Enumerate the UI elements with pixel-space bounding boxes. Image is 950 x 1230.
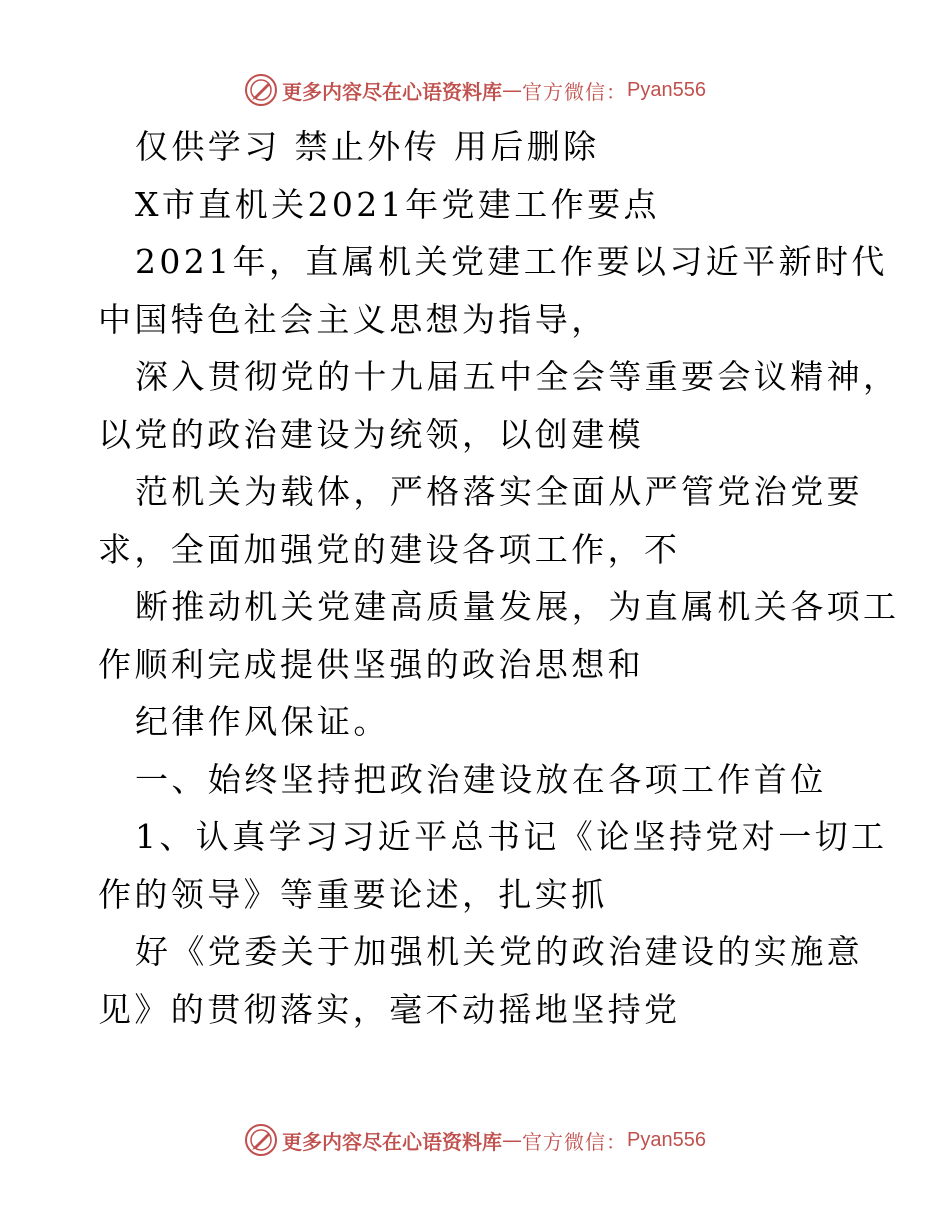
paragraph-line: 作顺利完成提供坚强的政治思想和 <box>98 644 644 684</box>
watermark-dash: — <box>502 78 523 102</box>
paragraph-line: 以党的政治建设为统领，以创建模 <box>98 414 644 454</box>
watermark-site-text: 更多内容尽在心语资料库 <box>282 79 503 104</box>
notice-line: 仅供学习 禁止外传 用后删除 <box>135 127 600 166</box>
document-title: X市直机关2021年党建工作要点 <box>135 184 660 224</box>
watermark-dash: — <box>502 1128 523 1152</box>
paragraph-line: 好《党委关于加强机关党的政治建设的实施意 <box>135 932 863 971</box>
watermark-site-text: 更多内容尽在心语资料库 <box>282 1129 503 1154</box>
document-body <box>98 118 900 1038</box>
paragraph-line: 断推动机关党建高质量发展，为直属机关各项工 <box>135 587 900 626</box>
paragraph-line: 作的领导》等重要论述，扎实抓 <box>98 874 608 914</box>
paragraph-line: 深入贯彻党的十九届五中全会等重要会议精神， <box>135 357 900 396</box>
paragraph-line: 纪律作风保证。 <box>135 702 390 741</box>
paragraph-line: 1、认真学习习近平总书记《论坚持党对一切工 <box>135 817 888 856</box>
paragraph-line: 范机关为载体，严格落实全面从严管党治党要 <box>135 472 863 511</box>
paragraph-line: 中国特色社会主义思想为指导， <box>98 299 608 339</box>
paragraph-line: 见》的贯彻落实，毫不动摇地坚持党 <box>98 989 681 1029</box>
watermark-footer <box>0 1120 950 1160</box>
watermark-official-label: 官方微信： <box>522 1129 628 1154</box>
watermark-official-label: 官方微信： <box>522 79 628 104</box>
watermark-header <box>0 70 950 110</box>
brand-logo-icon <box>244 1123 278 1157</box>
watermark-wechat-id: Pyan556 <box>627 78 706 101</box>
paragraph-line: 2021年，直属机关党建工作要以习近平新时代 <box>135 242 888 281</box>
brand-logo-icon <box>244 73 278 107</box>
paragraph-line: 求，全面加强党的建设各项工作，不 <box>98 529 681 569</box>
watermark-wechat-id: Pyan556 <box>627 1128 706 1151</box>
section-heading: 一、始终坚持把政治建设放在各项工作首位 <box>135 759 827 799</box>
